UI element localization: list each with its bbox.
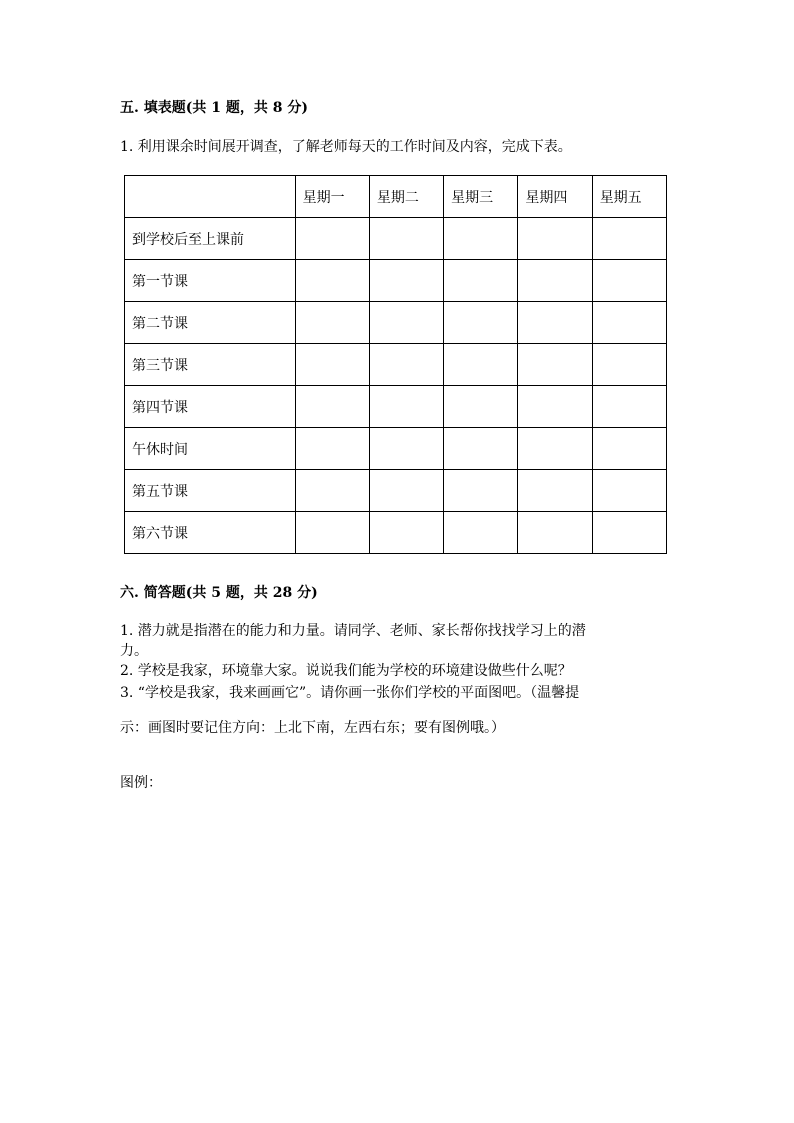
table-row-label: 第四节课 (125, 386, 296, 428)
table-row (125, 302, 667, 344)
table-answer-cell (518, 386, 592, 428)
table-answer-cell (295, 386, 369, 428)
table-answer-cell (369, 344, 443, 386)
table-answer-cell (592, 302, 666, 344)
table-row-label: 第五节课 (125, 470, 296, 512)
table-answer-cell (444, 218, 518, 260)
table-answer-cell (295, 512, 369, 554)
table-answer-cell (295, 260, 369, 302)
table-answer-cell (444, 428, 518, 470)
table-header-day: 星期二 (369, 176, 443, 218)
table-row (125, 470, 667, 512)
table-header-day: 星期一 (295, 176, 369, 218)
table-answer-cell (295, 470, 369, 512)
table-answer-cell (592, 428, 666, 470)
table-answer-cell (592, 218, 666, 260)
table-answer-cell (444, 386, 518, 428)
teacher-schedule-table (124, 175, 667, 554)
section-6-question-2: 2. 学校是我家，环境靠大家。说说我们能为学校的环境建设做些什么呢？ (120, 663, 572, 679)
table-answer-cell (592, 386, 666, 428)
table-answer-cell (369, 302, 443, 344)
table-header-day: 星期三 (444, 176, 518, 218)
section-6-question-3-line-2: 示：画图时要记住方向：上北下南，左西右东；要有图例哦。） (120, 720, 505, 736)
table-answer-cell (518, 218, 592, 260)
table-answer-cell (592, 260, 666, 302)
table-row-label: 到学校后至上课前 (125, 218, 296, 260)
table-answer-cell (444, 302, 518, 344)
table-answer-cell (592, 512, 666, 554)
table-answer-cell (369, 260, 443, 302)
table-answer-cell (295, 302, 369, 344)
table-answer-cell (518, 428, 592, 470)
table-row (125, 218, 667, 260)
table-row-label: 午休时间 (125, 428, 296, 470)
table-answer-cell (444, 260, 518, 302)
table-answer-cell (444, 344, 518, 386)
table-row (125, 428, 667, 470)
table-answer-cell (518, 470, 592, 512)
table-answer-cell (295, 218, 369, 260)
section-5-title: 五. 填表题(共 1 题，共 8 分) (120, 100, 308, 116)
table-row (125, 386, 667, 428)
table-row-label: 第一节课 (125, 260, 296, 302)
table-answer-cell (444, 512, 518, 554)
table-answer-cell (444, 470, 518, 512)
legend-label: 图例： (120, 775, 162, 791)
table-answer-cell (518, 512, 592, 554)
table-answer-cell (369, 218, 443, 260)
table-row (125, 260, 667, 302)
table-answer-cell (518, 344, 592, 386)
table-answer-cell (592, 344, 666, 386)
table-row (125, 512, 667, 554)
table-row-label: 第三节课 (125, 344, 296, 386)
section-5-question-1: 1. 利用课余时间展开调查，了解老师每天的工作时间及内容，完成下表。 (120, 139, 572, 155)
table-row-label: 第六节课 (125, 512, 296, 554)
table-corner-cell (125, 176, 296, 218)
table-answer-cell (518, 302, 592, 344)
table-row (125, 344, 667, 386)
table-answer-cell (369, 428, 443, 470)
table-header-day: 星期五 (592, 176, 666, 218)
table-row-label: 第二节课 (125, 302, 296, 344)
table-answer-cell (369, 470, 443, 512)
table-answer-cell (295, 344, 369, 386)
section-6-question-1-line-2: 力。 (120, 643, 148, 659)
table-header-row (125, 176, 667, 218)
table-answer-cell (295, 428, 369, 470)
table-answer-cell (518, 260, 592, 302)
section-6-title: 六. 简答题(共 5 题，共 28 分) (120, 585, 318, 601)
table-answer-cell (592, 470, 666, 512)
section-6-question-3-line-1: 3. “学校是我家，我来画画它”。请你画一张你们学校的平面图吧。（温馨提 (120, 685, 580, 701)
table-answer-cell (369, 386, 443, 428)
table-header-day: 星期四 (518, 176, 592, 218)
table-answer-cell (369, 512, 443, 554)
section-6-question-1-line-1: 1. 潜力就是指潜在的能力和力量。请同学、老师、家长帮你找找学习上的潜 (120, 623, 586, 639)
